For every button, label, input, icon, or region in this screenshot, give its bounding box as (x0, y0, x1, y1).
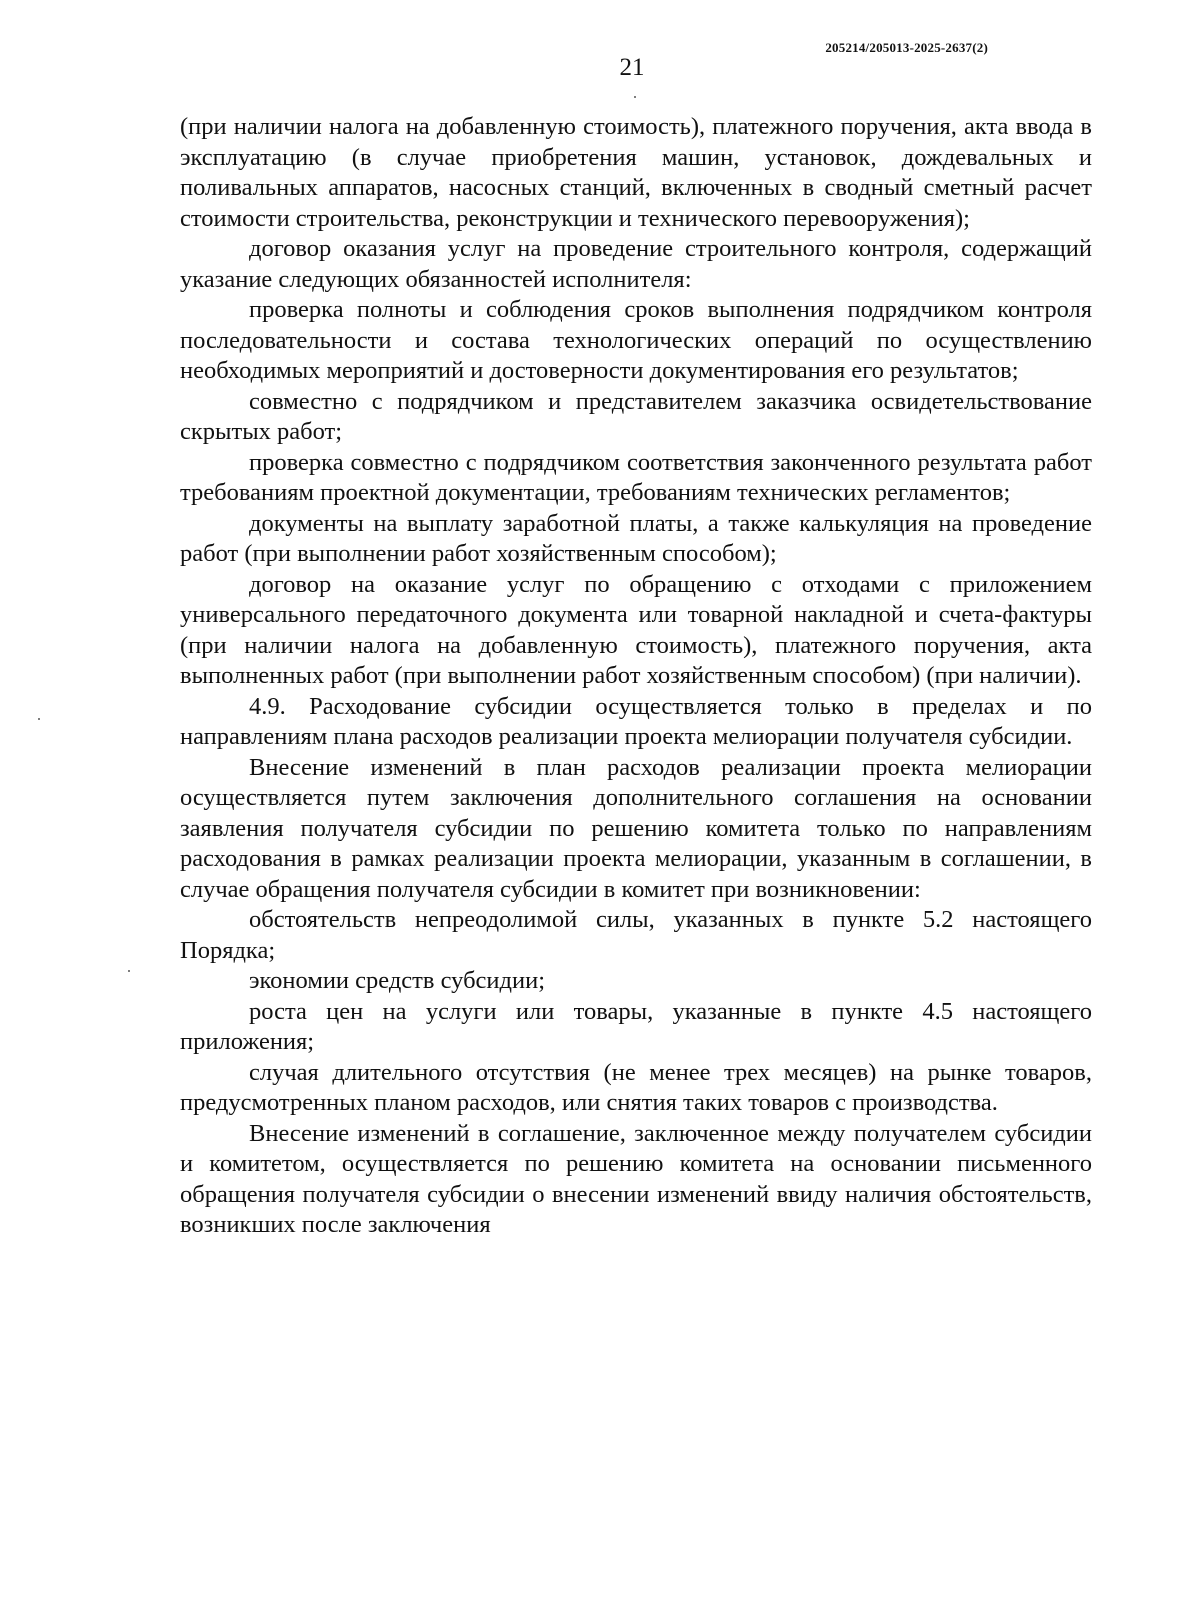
scan-speck (128, 970, 130, 972)
paragraph-force-majeure: обстоятельств непреодолимой силы, указанных в пункте 5.2 настоящего Порядка; (180, 906, 1092, 964)
paragraph-goods-absence: случая длительного отсутствия (не менее трех месяцев) на рынке товаров, предусмотренных планом расходов, или снятия таких товаров с производства. (180, 1058, 1092, 1116)
paragraph-wage-documents: документы на выплату заработной платы, а также калькуляция на проведение работ (при выполнении работ хозяйственным способом); (180, 509, 1092, 567)
paragraph-agreement-amendment: Внесение изменений в соглашение, заключенное между получателем субсидии и комитетом, осуществляется по решению комитета на основании письменного обращения получателя субсидии о внесении изменений ввиду наличия обстоятельств, возникших после заключения (180, 1119, 1092, 1238)
paragraph-duty-hidden-works: совместно с подрядчиком и представителем заказчика освидетельствование скрытых работ; (180, 387, 1092, 445)
scan-speck (634, 96, 636, 98)
paragraph-continuation: (при наличии налога на добавленную стоимость), платежного поручения, акта ввода в эксплуатацию (в случае приобретения машин, установок, дождевальных и поливальных аппаратов, насосных станций, включенных в сводный сметный расчет стоимости строительства, реконструкции и технического перевооружения); (180, 113, 1092, 232)
paragraph-duty-compliance-check: проверка совместно с подрядчиком соответствия законченного результата работ требованиям проектной документации, требованиям технических регламентов; (180, 448, 1092, 506)
paragraph-construction-control-contract: договор оказания услуг на проведение строительного контроля, содержащий указание следующих обязанностей исполнителя: (180, 235, 1092, 293)
page-number: 21 (619, 54, 645, 81)
scan-speck (38, 718, 40, 720)
paragraph-savings: экономии средств субсидии; (249, 967, 546, 994)
paragraph-price-growth: роста цен на услуги или товары, указанные в пункте 4.5 настоящего приложения; (180, 997, 1092, 1055)
body-text (180, 112, 1092, 1241)
document-number: 205214/205013-2025-2637(2) (825, 40, 988, 55)
paragraph-duty-completeness-check: проверка полноты и соблюдения сроков выполнения подрядчиком контроля последовательности и состава технологических операций по осуществлению необходимых мероприятий и достоверности документирования его результатов; (180, 296, 1092, 384)
paragraph-clause-4-9: 4.9. Расходование субсидии осуществляется только в пределах и по направлениям плана расходов реализации проекта мелиорации получателя субсидии. (180, 692, 1092, 750)
paragraph-waste-services-contract: договор на оказание услуг по обращению с отходами с приложением универсального передаточного документа или товарной накладной и счета-фактуры (при наличии налога на добавленную стоимость), платежного поручения, акта выполненных работ (при выполнении работ хозяйственным способом) (при наличии). (180, 570, 1092, 689)
paragraph-plan-amendment: Внесение изменений в план расходов реализации проекта мелиорации осуществляется путем заключения дополнительного соглашения на основании заявления получателя субсидии по решению комитета только по направлениям расходования в рамках реализации проекта мелиорации, указанным в соглашении, в случае обращения получателя субсидии в комитет при возникновении: (180, 753, 1092, 903)
